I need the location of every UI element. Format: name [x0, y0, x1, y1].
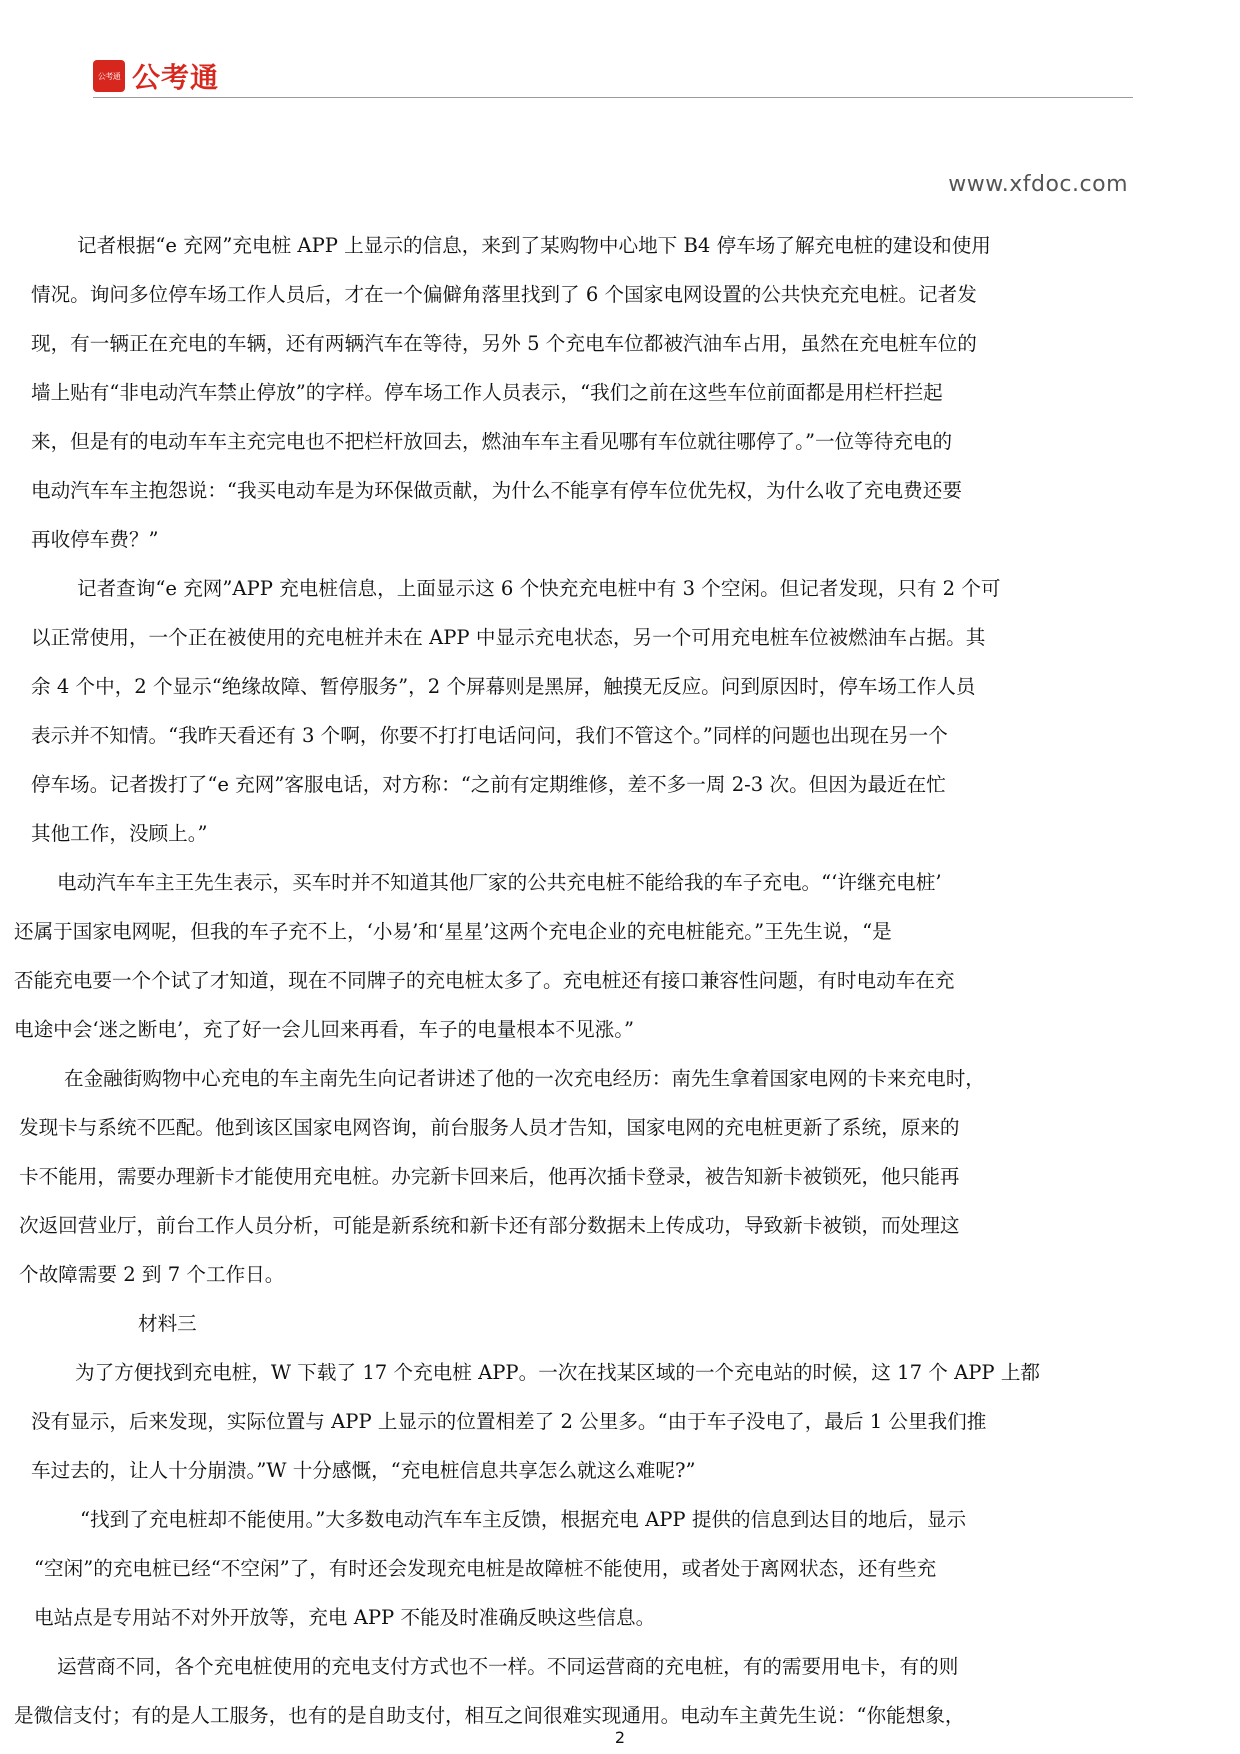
logo-icon: 公考通 [93, 60, 125, 92]
text-line: 电途中会‘迷之断电’，充了好一会儿回来再看，车子的电量根本不见涨。” [14, 1018, 635, 1041]
text-line: 记者根据“e 充网”充电桩 APP 上显示的信息，来到了某购物中心地下 B4 停车场了解充电桩的建设和使用 [77, 234, 991, 257]
text-line: 否能充电要一个个试了才知道，现在不同牌子的充电桩太多了。充电桩还有接口兼容性问题，有时电动车在充 [14, 969, 955, 992]
text-line: 停车场。记者拨打了“e 充网”客服电话，对方称：“之前有定期维修，差不多一周 2-3 次。但因为最近在忙 [31, 773, 946, 796]
text-line: 没有显示，后来发现，实际位置与 APP 上显示的位置相差了 2 公里多。“由于车子没电了，最后 1 公里我们推 [31, 1410, 987, 1433]
text-line: 以正常使用，一个正在被使用的充电桩并未在 APP 中显示充电状态，另一个可用充电桩车位被燃油车占据。其 [31, 626, 986, 649]
text-line: “空闲”的充电桩已经“不空闲”了，有时还会发现充电桩是故障桩不能使用，或者处于离网状态，还有些充 [34, 1557, 937, 1580]
text-line: 运营商不同，各个充电桩使用的充电支付方式也不一样。不同运营商的充电桩，有的需要用电卡，有的则 [57, 1655, 959, 1678]
text-line: 电站点是专用站不对外开放等，充电 APP 不能及时准确反映这些信息。 [34, 1606, 656, 1629]
text-line: 还属于国家电网呢，但我的车子充不上，‘小易’和‘星星’这两个充电企业的充电桩能充。”王先生说，“是 [14, 920, 892, 943]
text-line: 余 4 个中，2 个显示“绝缘故障、暂停服务”，2 个屏幕则是黑屏，触摸无反应。问到原因时，停车场工作人员 [31, 675, 976, 698]
text-line: 其他工作，没顾上。” [31, 822, 208, 845]
logo-text: 公考通 [132, 61, 220, 94]
text-line: 是微信支付；有的是人工服务，也有的是自助支付，相互之间很难实现通用。电动车主黄先生说：“你能想象， [14, 1704, 965, 1727]
text-line: 卡不能用，需要办理新卡才能使用充电桩。办完新卡回来后，他再次插卡登录，被告知新卡被锁死，他只能再 [19, 1165, 960, 1188]
text-line: 电动汽车车主王先生表示，买车时并不知道其他厂家的公共充电桩不能给我的车子充电。“‘许继充电桩’ [57, 871, 942, 894]
text-line: 情况。询问多位停车场工作人员后，才在一个偏僻角落里找到了 6 个国家电网设置的公共快充充电桩。记者发 [31, 283, 977, 306]
text-line: 来，但是有的电动车车主充完电也不把栏杆放回去，燃油车车主看见哪有车位就往哪停了。”一位等待充电的 [31, 430, 953, 453]
text-line: 现，有一辆正在充电的车辆，还有两辆汽车在等待，另外 5 个充电车位都被汽油车占用，虽然在充电桩车位的 [31, 332, 977, 355]
page-number: 2 [614, 1728, 626, 1747]
section-heading: 材料三 [138, 1312, 197, 1335]
text-line: 墙上贴有“非电动汽车禁止停放”的字样。停车场工作人员表示，“我们之前在这些车位前面都是用栏杆拦起 [31, 381, 943, 404]
watermark-url: www.xfdoc.com [948, 172, 1128, 197]
header [93, 56, 219, 96]
text-line: 表示并不知情。“我昨天看还有 3 个啊，你要不打打电话问问，我们不管这个。”同样的问题也出现在另一个 [31, 724, 948, 747]
text-line: 个故障需要 2 到 7 个工作日。 [19, 1263, 285, 1286]
text-line: 为了方便找到充电桩，W 下载了 17 个充电桩 APP。一次在找某区域的一个充电站的时候，这 17 个 APP 上都 [75, 1361, 1041, 1384]
text-line: 记者查询“e 充网”APP 充电桩信息，上面显示这 6 个快充充电桩中有 3 个空闲。但记者发现，只有 2 个可 [77, 577, 1001, 600]
text-line: 再收停车费？” [31, 528, 159, 551]
text-line: 车过去的，让人十分崩溃。”W 十分感慨，“充电桩信息共享怎么就这么难呢?” [31, 1459, 696, 1482]
text-line: 电动汽车车主抱怨说：“我买电动车是为环保做贡献，为什么不能享有停车位优先权，为什么收了充电费还要 [31, 479, 962, 502]
header-divider [93, 97, 1133, 98]
text-line: 在金融街购物中心充电的车主南先生向记者讲述了他的一次充电经历：南先生拿着国家电网的卡来充电时， [64, 1067, 985, 1090]
text-line: 次返回营业厅，前台工作人员分析，可能是新系统和新卡还有部分数据未上传成功，导致新卡被锁，而处理这 [19, 1214, 960, 1237]
text-line: “找到了充电桩却不能使用。”大多数电动汽车车主反馈，根据充电 APP 提供的信息到达目的地后，显示 [80, 1508, 967, 1531]
text-line: 发现卡与系统不匹配。他到该区国家电网咨询，前台服务人员才告知，国家电网的充电桩更新了系统，原来的 [19, 1116, 960, 1139]
